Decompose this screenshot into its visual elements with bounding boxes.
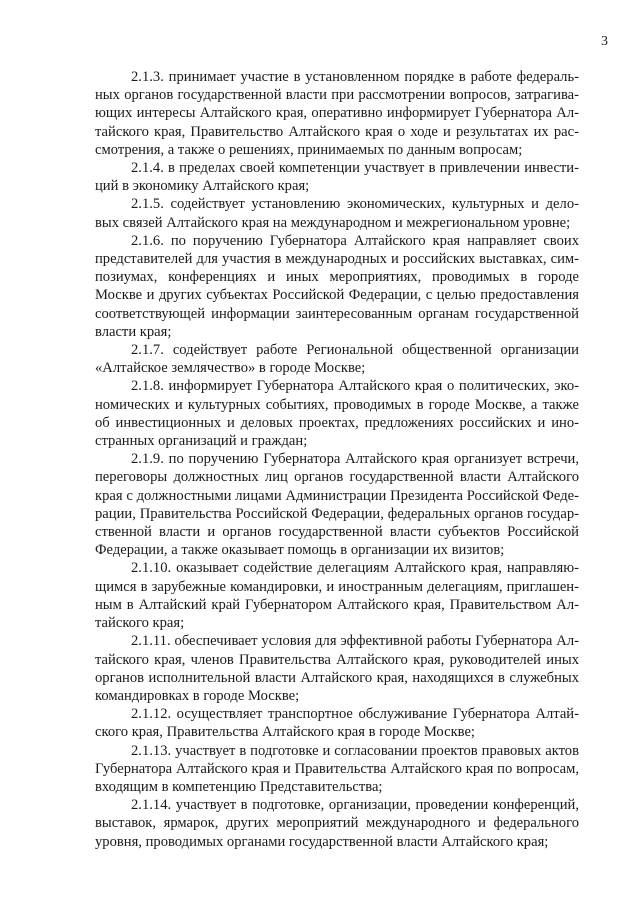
clause-2-1-9: 2.1.9. по поручению Губернатора Алтайского края организует встречи, переговоры должностных лиц органов государственной власти Алтайского края с должностными лицами Администрации Президента Российской Федерации, Правительства Российской Федерации, федеральных органов государственной власти и органов государственной власти субъектов Российской Федерации, а также оказывает помощь в организации их визитов; — [95, 451, 579, 559]
clause-2-1-5: 2.1.5. содействует установлению экономических, культурных и деловых связей Алтайского края на международном и межрегиональном уровне; — [95, 196, 579, 231]
clause-2-1-3: 2.1.3. принимает участие в установленном порядке в работе федеральных органов государственной власти при рассмотрении вопросов, затрагивающих интересы Алтайского края, оперативно информирует Губернатора Алтайского края, Правительство Алтайского края о ходе и результатах их рассмотрения, а также о решениях, принимаемых по данным вопросам; — [95, 69, 579, 158]
clause-2-1-4: 2.1.4. в пределах своей компетенции участвует в привлечении инвестиций в экономику Алтайского края; — [95, 160, 579, 195]
document-body — [95, 68, 579, 851]
clause-2-1-6: 2.1.6. по поручению Губернатора Алтайского края направляет своих представителей для участия в международных и российских выставках, симпозиумах, конференциях и иных мероприятиях, проводимых в городе Москве и других субъектах Российской Федерации, с целью предоставления соответствующей информации заинтересованным органам государственной власти края; — [95, 232, 579, 340]
clause-2-1-8: 2.1.8. информирует Губернатора Алтайского края о политических, экономических и культурных событиях, проводимых в городе Москве, а также об инвестиционных и деловых проектах, предложениях российских и иностранных организаций и граждан; — [95, 378, 579, 450]
clause-2-1-11: 2.1.11. обеспечивает условия для эффективной работы Губернатора Алтайского края, членов Правительства Алтайского края, руководителей иных органов исполнительной власти Алтайского края, находящихся в служебных командировках в городе Москве; — [95, 633, 579, 704]
clause-2-1-10: 2.1.10. оказывает содействие делегациям Алтайского края, направляющимся в зарубежные командировки, и иностранным делегациям, приглашенным в Алтайский край Губернатором Алтайского края, Правительством Алтайского края; — [95, 560, 579, 632]
clause-2-1-12: 2.1.12. осуществляет транспортное обслуживание Губернатора Алтайского края, Правительства Алтайского края в городе Москве; — [95, 706, 579, 741]
clause-2-1-14: 2.1.14. участвует в подготовке, организации, проведении конференций, выставок, ярмарок, других мероприятий международного и федерального уровня, проводимых органами государственной власти Алтайского края; — [95, 797, 579, 850]
clause-2-1-7: 2.1.7. содействует работе Региональной общественной организации «Алтайское землячество» в городе Москве; — [95, 342, 579, 377]
clause-2-1-13: 2.1.13. участвует в подготовке и согласовании проектов правовых актов Губернатора Алтайского края и Правительства Алтайского края по вопросам, входящим в компетенцию Представительства; — [95, 742, 579, 795]
page-number: 3 — [601, 34, 608, 49]
